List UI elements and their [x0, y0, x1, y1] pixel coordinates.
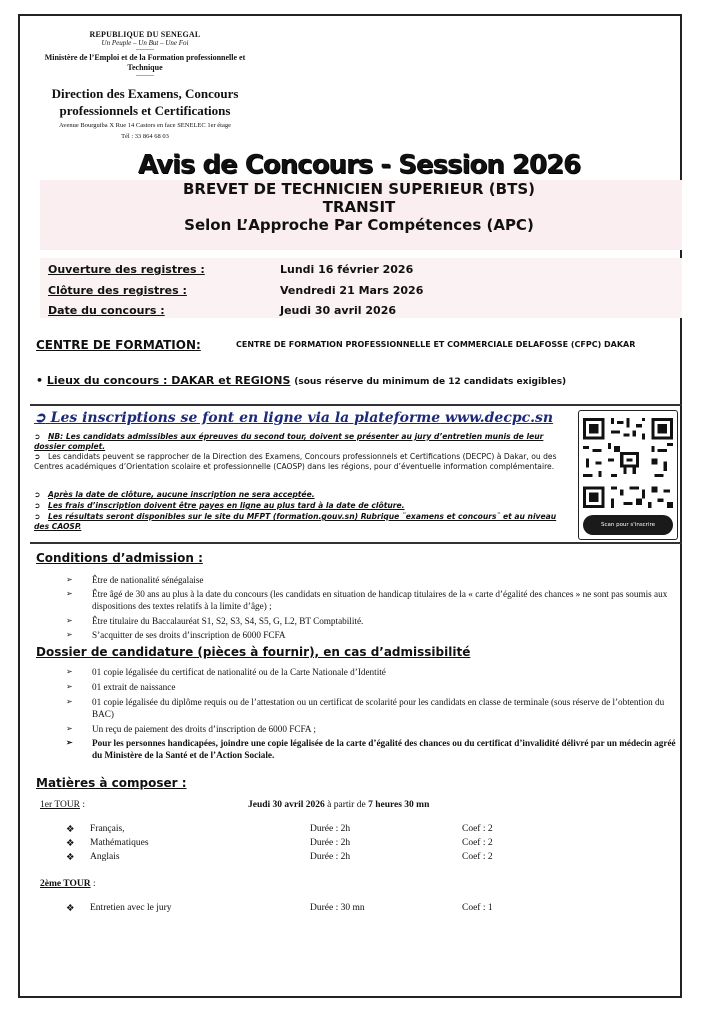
note-text: NB: Les candidats admissibles aux épreuves du second tour, doivent se présenter au jury d’entretien munis de leur dossier complet. [34, 432, 544, 451]
address: Avenue Bourguiba X Rue 14 Castors en face SENELEC 1er étage [59, 122, 231, 129]
bullet: ➢ [66, 738, 73, 747]
tour-1-header [40, 800, 85, 810]
conditions-title: Conditions d’admission : [36, 551, 203, 565]
condition-item [68, 574, 680, 586]
dossier-item [68, 681, 680, 693]
matieres-title: Matières à composer : [36, 776, 187, 790]
note-text: Après la date de clôture, aucune inscription ne sera acceptée. [48, 490, 315, 499]
tour-2-header [40, 879, 96, 889]
dossier-text: 01 copie légalisée du diplôme requis ou de l’attestation ou un certificat de scolarité pour les candidats en classe de terminale (sous réserve de l’obtention du BAC) [92, 697, 665, 719]
bullet: ❖ [66, 839, 75, 849]
bullet: ➢ [66, 616, 73, 625]
date-value: Lundi 16 février 2026 [280, 263, 414, 276]
registration-headline [34, 410, 553, 426]
note-text: Les candidats peuvent se rapprocher de la Direction des Examens, Concours professionnels et Certifications (DECPC) à Dakar, ou des Centres académiques d’Orientation scolaire et professionnelle (CAOSP) dans les régions, pour d’éventuelle information complémentaire. [34, 452, 557, 471]
national-motto: Un Peuple – Un But – Une Foi [101, 39, 189, 47]
dossier-text: 01 extrait de naissance [92, 682, 176, 692]
qr-code-card[interactable] [578, 410, 678, 540]
centre-value: CENTRE DE FORMATION PROFESSIONNELLE ET COMMERCIALE DELAFOSSE (CFPC) DAKAR [236, 340, 636, 349]
date-value: Jeudi 30 avril 2026 [280, 304, 396, 317]
date-label: Clôture des registres : [48, 284, 187, 297]
phone: Tél : 33 864 68 03 [121, 133, 169, 140]
bullet: ➢ [66, 630, 73, 639]
subject-coef: Coef : 2 [462, 838, 493, 848]
title-block [38, 150, 680, 234]
dates-block [40, 258, 682, 318]
note-text: Les résultats seront disponibles sur le site du MFPT (formation.gouv.sn) Rubrique ¨examens et concours¨ et au niveau des CAOSP. [34, 512, 557, 531]
avis-title: Avis de Concours - Session 2026 [137, 150, 581, 180]
arrow-icon: ➲ [34, 452, 41, 461]
arrow-icon: ➲ [34, 512, 41, 521]
centre-label: CENTRE DE FORMATION: [36, 338, 201, 352]
date-label: Date du concours : [48, 304, 165, 317]
subject-coef: Coef : 1 [462, 903, 493, 913]
header-separator: --------- [136, 47, 154, 53]
condition-text: Être titulaire du Baccalauréat S1, S2, S3, S4, S5, G, L2, BT Comptabilité. [92, 616, 364, 626]
condition-text: Être âgé de 30 ans au plus à la date du concours (les candidats en situation de handicap titulaires de la « carte d’égalité des chances » ne sont pas soumis aux dispositions des textes relatifs à la limite d’âge) ; [92, 589, 668, 611]
tour-2-label: 2ème TOUR [40, 879, 91, 889]
condition-item [68, 629, 680, 641]
bullet: ➢ [66, 667, 73, 676]
tour-1-label: 1er TOUR [40, 800, 81, 810]
registration-note [34, 452, 564, 471]
bullet: ❖ [66, 853, 75, 863]
condition-item [68, 615, 680, 627]
bullet: ➢ [66, 682, 73, 691]
subject-duration: Durée : 30 mn [310, 903, 365, 913]
registration-box [30, 404, 682, 544]
scan-button[interactable]: Scan pour s'inscrire [583, 515, 673, 535]
bullet: ➢ [66, 575, 73, 584]
subject-duration: Durée : 2h [310, 824, 351, 834]
date-label: Ouverture des registres : [48, 263, 205, 276]
title-line-3: Selon L’Approche Par Compétences (APC) [184, 216, 534, 234]
tour-1-time: 7 heures 30 mn [368, 800, 430, 810]
arrow-icon: ➲ [34, 501, 41, 510]
dossier-item [68, 696, 680, 720]
subject-duration: Durée : 2h [310, 852, 351, 862]
condition-item [68, 588, 680, 612]
exam-locations [36, 374, 686, 387]
dossier-text: 01 copie légalisée du certificat de nationalité ou de la Carte Nationale d’Identité [92, 667, 386, 677]
republic-name: REPUBLIQUE DU SENEGAL [89, 30, 201, 39]
ministry-header [30, 30, 260, 141]
title-line-2: TRANSIT [322, 198, 396, 216]
dossier-title: Dossier de candidature (pièces à fournir), en cas d’admissibilité [36, 645, 471, 659]
subject-name: Français, [90, 824, 125, 834]
condition-text: S’acquitter de ses droits d’inscription de 6000 FCFA [92, 630, 286, 640]
tour-1-date: Jeudi 30 avril 2026 [248, 800, 325, 810]
subject-name: Mathématiques [90, 838, 149, 848]
qr-code [583, 415, 673, 511]
condition-text: Être de nationalité sénégalaise [92, 575, 204, 585]
subject-coef: Coef : 2 [462, 824, 493, 834]
registration-note [34, 501, 564, 511]
bullet: ➢ [66, 724, 73, 733]
dossier-item [68, 666, 680, 678]
bullet: ➢ [66, 697, 73, 706]
bullet: ➢ [66, 589, 73, 598]
arrow-icon: ➲ [34, 410, 46, 426]
tour-colon: : [92, 879, 96, 889]
locations-note: (sous réserve du minimum de 12 candidats exigibles) [294, 377, 567, 387]
subject-duration: Durée : 2h [310, 838, 351, 848]
locations-label: Lieux du concours : DAKAR et REGIONS [46, 374, 291, 387]
tour-colon: : [82, 800, 86, 810]
dossier-item [68, 723, 680, 735]
bullet: ❖ [66, 825, 75, 835]
ministry-name: Ministère de l’Emploi et de la Formation professionnelle et Technique [44, 53, 246, 72]
title-line-1: BREVET DE TECHNICIEN SUPERIEUR (BTS) [183, 180, 535, 198]
dossier-text: Un reçu de paiement des droits d’inscription de 6000 FCFA ; [92, 724, 316, 734]
registration-note [34, 490, 564, 500]
arrow-icon: ➲ [34, 490, 41, 499]
subject-name: Anglais [90, 852, 120, 862]
directorate-name: Direction des Examens, Concours professionnels et Certifications [51, 86, 239, 118]
date-value: Vendredi 21 Mars 2026 [280, 284, 424, 297]
arrow-icon: ➲ [34, 432, 41, 441]
registration-note [34, 432, 564, 451]
registration-note [34, 512, 564, 531]
bullet: ❖ [66, 904, 75, 914]
tour-1-schedule [248, 800, 429, 810]
header-separator-2: --------- [136, 73, 154, 79]
bullet: • [36, 374, 44, 387]
tour-1-from: à partir de [327, 800, 366, 810]
dossier-text: Pour les personnes handicapées, joindre une copie légalisée de la carte d’égalité des chances ou du certificat d’invalidité délivré par un médecin agréé du Ministère de la Santé et de l’Action Sociale. [92, 738, 676, 760]
note-text: Les frais d’inscription doivent être payes en ligne au plus tard à la date de clôture. [48, 501, 405, 510]
dossier-item [68, 737, 680, 761]
headline-text: Les inscriptions se font en ligne via la plateforme [50, 410, 441, 426]
platform-link[interactable]: www.decpc.sn [445, 410, 554, 426]
subject-name: Entretien avec le jury [90, 903, 172, 913]
subject-coef: Coef : 2 [462, 852, 493, 862]
